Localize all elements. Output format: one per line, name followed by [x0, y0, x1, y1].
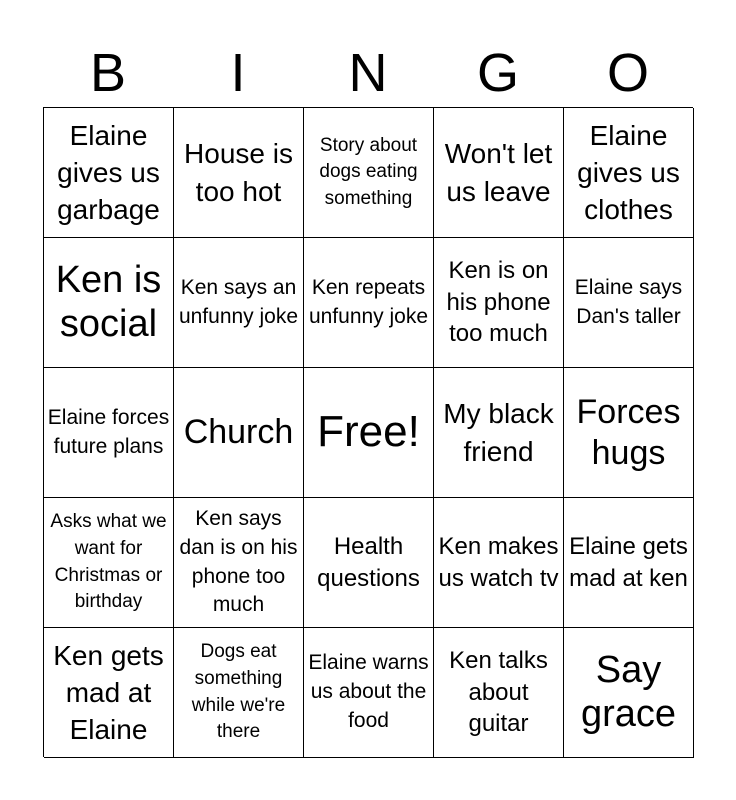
cell-text: Story about dogs eating something	[319, 134, 418, 209]
header-letter-o: O	[606, 43, 649, 103]
cell-text: Ken repeats unfunny joke	[308, 275, 429, 328]
bingo-cell[interactable]	[174, 108, 304, 238]
cell-text: House is too hot	[184, 138, 293, 207]
bingo-header	[43, 40, 693, 106]
bingo-cell[interactable]	[434, 628, 564, 758]
bingo-cell[interactable]	[434, 498, 564, 628]
bingo-cell[interactable]	[304, 108, 434, 238]
bingo-cell[interactable]	[304, 238, 434, 368]
header-letter-n: N	[348, 43, 388, 103]
bingo-cell[interactable]	[564, 368, 694, 498]
bingo-cell[interactable]	[174, 368, 304, 498]
bingo-cell[interactable]	[44, 498, 174, 628]
cell-text: Elaine gives us garbage	[57, 119, 160, 226]
cell-text: Ken is social	[55, 258, 162, 345]
cell-text: Ken makes us watch tv	[438, 532, 559, 592]
cell-text: Free!	[317, 407, 420, 457]
bingo-cell[interactable]	[564, 238, 694, 368]
cell-text: Ken says dan is on his phone too much	[179, 506, 298, 617]
header-letter-i: I	[230, 43, 246, 103]
bingo-cell[interactable]	[564, 498, 694, 628]
bingo-cell[interactable]	[434, 238, 564, 368]
cell-text: Say grace	[580, 648, 677, 735]
cell-text: Elaine says Dan's taller	[574, 275, 683, 328]
bingo-cell[interactable]	[564, 108, 694, 238]
bingo-cell[interactable]	[434, 108, 564, 238]
cell-text: Ken gets mad at Elaine	[53, 639, 164, 746]
bingo-cell[interactable]	[434, 368, 564, 498]
cell-text: Ken is on his phone too much	[446, 256, 551, 348]
bingo-cell[interactable]	[174, 628, 304, 758]
cell-text: Elaine gets mad at ken	[569, 532, 688, 592]
bingo-cell[interactable]	[304, 498, 434, 628]
cell-text: Ken talks about guitar	[449, 646, 548, 738]
cell-text: Asks what we want for Christmas or birthday	[50, 511, 167, 613]
header-letter-b: B	[89, 43, 127, 103]
cell-text: Forces hugs	[576, 392, 681, 472]
cell-text: Health questions	[317, 532, 420, 592]
header-letter-g: G	[476, 43, 519, 103]
cell-text: Church	[183, 413, 294, 452]
cell-text: Ken says an unfunny joke	[178, 275, 299, 328]
cell-text: Elaine gives us clothes	[577, 119, 680, 226]
bingo-cell[interactable]	[44, 108, 174, 238]
free-space-cell[interactable]	[304, 368, 434, 498]
cell-text: Elaine warns us about the food	[308, 651, 429, 732]
bingo-cell[interactable]	[174, 498, 304, 628]
bingo-cell[interactable]	[44, 628, 174, 758]
cell-text: Dogs eat something while we're there	[191, 641, 286, 743]
bingo-cell[interactable]	[44, 368, 174, 498]
bingo-card-grid	[43, 107, 693, 757]
bingo-cell[interactable]	[564, 628, 694, 758]
bingo-cell[interactable]	[304, 628, 434, 758]
bingo-cell[interactable]	[44, 238, 174, 368]
cell-text: Elaine forces future plans	[47, 405, 170, 458]
cell-text: My black friend	[443, 398, 554, 467]
cell-text: Won't let us leave	[444, 138, 553, 207]
bingo-cell[interactable]	[174, 238, 304, 368]
